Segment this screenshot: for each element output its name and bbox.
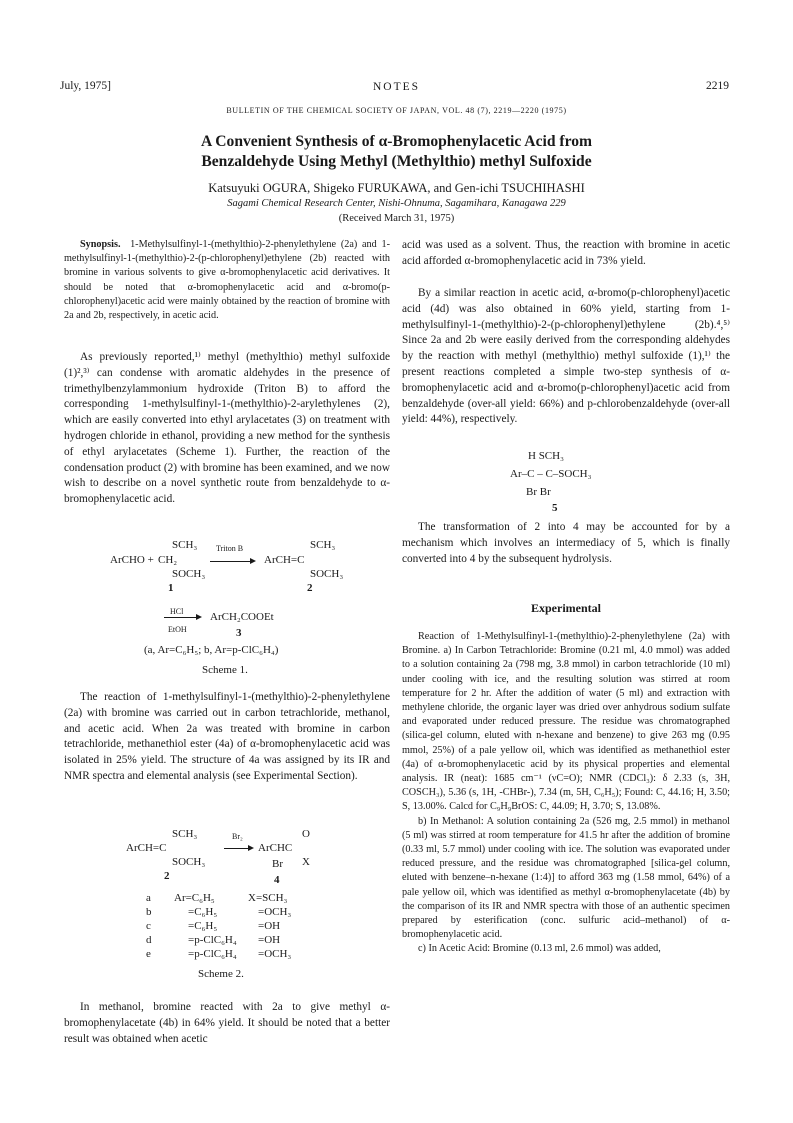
scheme2-row-e-key: e [146, 948, 151, 960]
scheme-1 [64, 530, 390, 685]
running-header-section: NOTES [372, 81, 421, 93]
right-paragraph-1 [402, 238, 730, 270]
scheme2-row-e-x: =OCH₃ [258, 948, 292, 960]
compound-label-2b: 2 [164, 870, 170, 882]
scheme2-product: ArCHC [258, 842, 293, 854]
scheme2-sch3: SCH₃ [172, 828, 198, 840]
methanol-paragraph [64, 1000, 390, 1047]
scheme2-arrowhead [248, 845, 254, 851]
scheme2-row-a-ar: Ar=C₆H₅ [174, 892, 215, 904]
scheme2-row-b-key: b [146, 906, 152, 918]
synopsis-text: 1-Methylsulfinyl-1-(methylthio)-2-phenylethylene (2a) and 1-methylsulfinyl-1-(methylthio)-2-(p-chlorophenyl)ethylene (2b) reacted with bromine in various solvents to give α-bromophenylacetic acid derivatives. It should be noted that α-bromophenylacetic acid and α-bromo(p-chlorophenyl)acetic acid were mainly obtained by the reaction of bromine with 2a and 2b, respectively, in acetic acid. [64, 239, 391, 322]
scheme2-row-c-x: =OH [258, 920, 281, 932]
experimental-heading: Experimental [531, 601, 601, 615]
received-date: (Received March 31, 1975) [338, 213, 455, 224]
compound-label-5: 5 [552, 502, 558, 514]
scheme-2 [64, 820, 390, 990]
scheme2-row-d-ar: =p-ClC₆H₄ [188, 934, 237, 946]
synopsis [64, 238, 390, 323]
authors: Katsuyuki OGURA, Shigeko FURUKAWA, and Gen-ichi TSUCHIHASHI [208, 181, 585, 195]
scheme1-reactant: ArCHO + [110, 554, 154, 566]
scheme1-soch3-bot: SOCH₃ [172, 568, 206, 580]
title-line-2: Benzaldehyde Using Methyl (Methylthio) methyl Sulfoxide [201, 153, 592, 170]
right-text-1: acid was used as a solvent. Thus, the reaction with bromine in acetic acid afforded α-bromophenylacetic acid in 73% yield. [402, 239, 730, 267]
scheme2-o: O [302, 828, 310, 840]
reaction-text: The reaction of 1-methylsulfinyl-1-(methylthio)-2-phenylethylene (2a) with bromine was carried out in carbon tetrachloride, methanol, and acetic acid. When 2a was treated with bromine in carbon tetrachloride, methanethiol ester (4a) of α-bromophenylacetic acid was isolated in 25% yield. The structure of 4a was assigned by its IR and NMR spectra and elemental analysis (see Experimental Section). [64, 691, 390, 782]
structure5-mid: Ar–C – C–SOCH₃ [510, 468, 592, 480]
title-line-1: A Convenient Synthesis of α-Bromophenylacetic Acid from [200, 133, 593, 150]
methanol-text: In methanol, bromine reacted with 2a to give methyl α-bromophenylacetate (4b) in 64% yield. It should be noted that a better result was obtained when acetic [64, 1001, 390, 1045]
running-header-date: July, 1975] [60, 80, 112, 92]
compound-label-2: 2 [307, 582, 313, 594]
compound-label-3: 3 [236, 627, 242, 639]
right-paragraph-3 [402, 520, 730, 567]
compound-label-4: 4 [274, 874, 280, 886]
experimental-section [402, 630, 730, 957]
scheme2-soch3: SOCH₃ [172, 856, 206, 868]
right-text-2: By a similar reaction in acetic acid, α-bromo(p-chlorophenyl)acetic acid (4d) was also obtained in 60% yield, starting from 1-methylsulfinyl-1-(methylthio)-2-(p-chlorophenyl)ethylene (2b).⁴,⁵⁾ Since 2a and 2b were easily derived from the corresponding aldehydes by the reaction with methyl (methylthio) methyl sulfoxide (1),¹⁾ the present reactions completed a simple two-step synthesis of α-bromophenylacetic acid and α-bromo(p-chlorophenyl)acetic acid from benzaldehyde (over-all yield: 66%) and p-chlorobenzaldehyde (over-all yield: 44%), respectively. [402, 287, 730, 426]
page-number: 2219 [706, 80, 729, 92]
scheme2-caption: Scheme 2. [198, 968, 244, 980]
structure5-top: H SCH₃ [528, 450, 564, 462]
compound-label-1: 1 [168, 582, 174, 594]
scheme2-row-e-ar: =p-ClC₆H₄ [188, 948, 237, 960]
experimental-text-3: c) In Acetic Acid: Bromine (0.13 ml, 2.6 mmol) was added, [418, 943, 661, 955]
scheme2-br: Br [272, 858, 283, 870]
reaction-paragraph [64, 690, 390, 785]
scheme2-x: X [302, 856, 310, 868]
scheme1-legend: (a, Ar=C₆H₅; b, Ar=p-ClC₆H₄) [144, 644, 279, 656]
intro-text: As previously reported,¹⁾ methyl (methylthio) methyl sulfoxide (1)²,³⁾ can condense with aromatic aldehydes in the presence of trimethylbenzylammonium hydroxide (Triton B) to afford the corresponding 1-methylsulfinyl-1-(methylthio)-2-arylethylenes (2), which are easily converted into ethyl arylacetates (3) on treatment with hydrogen chloride in ethanol, providing a new method for the synthesis of ethyl arylacetates (Scheme 1). Further, the reaction of the condensation product (2) with bromine has been examined, and we now wish to describe on a novel synthetic route from benzaldehyde to α-bromophenylacetic acid. [64, 351, 390, 506]
right-paragraph-2 [402, 286, 730, 428]
scheme1-reagent2-top: HCl [170, 607, 184, 616]
scheme1-product-soch3: SOCH₃ [310, 568, 344, 580]
scheme2-reagent: Br₂ [232, 832, 243, 841]
journal-citation: BULLETIN OF THE CHEMICAL SOCIETY OF JAPAN, VOL. 48 (7), 2219—2220 (1975) [226, 106, 567, 115]
scheme1-ch2: CH₂ [158, 554, 178, 566]
scheme2-row-a-x: X=SCH₃ [248, 892, 288, 904]
scheme2-row-b-x: =OCH₃ [258, 906, 292, 918]
scheme1-reagent2-bot: EtOH [168, 625, 187, 634]
right-text-3: The transformation of 2 into 4 may be accounted for by a mechanism which involves an intermediacy of 5, which is finally converted into 4 by the subsequent hydrolysis. [402, 521, 730, 565]
intro-paragraph [64, 350, 390, 508]
scheme1-reagent: Triton B [216, 544, 244, 553]
scheme2-row-a-key: a [146, 892, 151, 904]
scheme2-reactant: ArCH=C [126, 842, 167, 854]
scheme1-caption: Scheme 1. [202, 664, 248, 676]
structure-5 [402, 450, 730, 514]
scheme2-row-d-x: =OH [258, 934, 281, 946]
scheme2-row-d-key: d [146, 934, 152, 946]
scheme1-arrowhead-2 [196, 614, 202, 620]
scheme1-product: ArCH=C [264, 554, 305, 566]
scheme1-sch3-top: SCH₃ [172, 539, 198, 551]
scheme2-arrow [224, 848, 248, 849]
structure5-bot: Br Br [526, 486, 551, 498]
synopsis-heading: Synopsis. [80, 239, 121, 250]
experimental-text-2: b) In Methanol: A solution containing 2a (526 mg, 2.5 mmol) in methanol (5 ml) was stirred at room temperature for 41.5 hr after the addition of bromine (0.33 ml, 5.7 mmol) under cooling with ice. The solution was evaporated under reduced pressure, and the residue was chromatographed [silica-gel column, eluted with benzene–n-hexane (1:4)] to afford 363 mg (1.58 mmol, 64%) of a pale yellow oil, which was identified as methyl α-bromophenylacetate (4b) by the comparison of its IR and NMR spectra with those of an authentic specimen prepared by esterification (conc. sulfuric acid–methanol) of α-bromophenylacetic acid. [402, 815, 730, 941]
scheme2-row-c-key: c [146, 920, 151, 932]
scheme2-row-c-ar: =C₆H₅ [188, 920, 218, 932]
scheme2-row-b-ar: =C₆H₅ [188, 906, 218, 918]
article-title [0, 132, 793, 172]
scheme1-product-sch3: SCH₃ [310, 539, 336, 551]
scheme1-arrow-1 [210, 561, 250, 562]
scheme1-arrow-2 [164, 617, 196, 618]
affiliation: Sagami Chemical Research Center, Nishi-Ohnuma, Sagamihara, Kanagawa 229 [227, 198, 566, 209]
scheme1-arrowhead-1 [250, 558, 256, 564]
scheme1-product3: ArCH₂COOEt [210, 611, 274, 623]
experimental-text-1: Reaction of 1-Methylsulfinyl-1-(methylthio)-2-phenylethylene (2a) with Bromine. a) In Carbon Tetrachloride: Bromine (0.21 ml, 4.0 mmol) was added to a solution containing 2a (798 mg, 3.8 mmol) in carbon tetrachloride (10 ml) under cooling with ice, and the resulting solution was stirred at room temperature for 2 hr. After the addition of water (5 ml) and extraction with methylene chloride, the organic layer was dried over anhydrous sodium sulfate and evaporated under reduced pressure. The residue was chromatographed (silica-gel column, eluted with n-hexane and benzene) to give 263 mg (0.95 mmol, 25%) of a pale yellow oil, which was identified as methanethiol ester (4a) of α-bromophenylacetic acid by its physical properties and elemental analysis. IR (neat): 1685 cm⁻¹ (νC=O); NMR (CDCl₃): δ 2.33 (s, 3H, COSCH₃), 5.36 (s, 1H, -CHBr-), 7.34 (m, 5H, C₆H₅); Found: C, 44.16; H, 3.50; S, 13.00%. Calcd for C₉H₉BrOS: C, 44.09; H, 3.70; S, 13.08%. [402, 631, 730, 813]
